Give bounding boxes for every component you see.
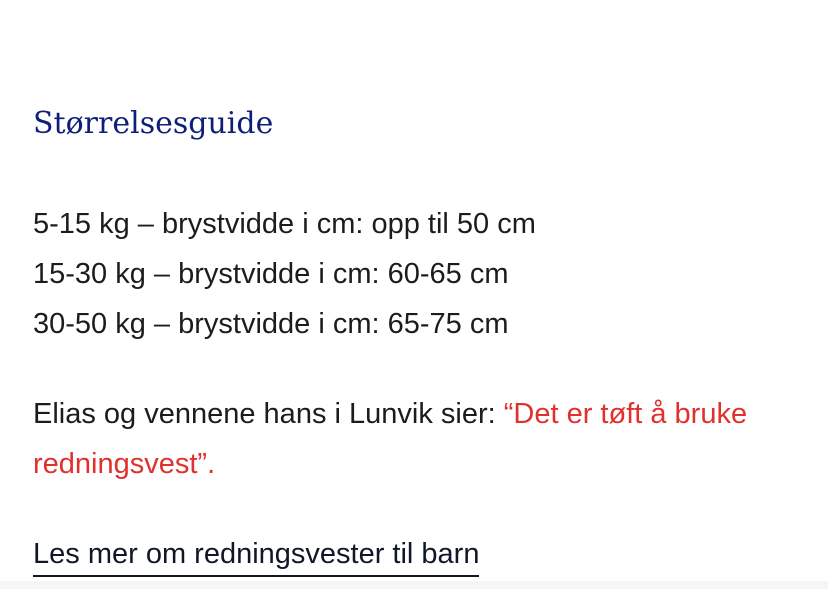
size-row: 15-30 kg – brystvidde i cm: 60-65 cm: [33, 258, 509, 290]
page-bottom-edge: [0, 581, 828, 589]
size-list: [33, 199, 536, 349]
size-row: 30-50 kg – brystvidde i cm: 65-75 cm: [33, 308, 509, 340]
quote-text: “Det er tøft å bruke redningsvest”.: [33, 398, 748, 480]
read-more-link[interactable]: Les mer om redningsvester til barn: [33, 529, 479, 577]
section-heading: Størrelsesguide: [33, 106, 274, 141]
quote-paragraph: [33, 389, 823, 489]
quote-intro: Elias og vennene hans i Lunvik sier:: [33, 398, 504, 430]
size-row: 5-15 kg – brystvidde i cm: opp til 50 cm: [33, 208, 536, 240]
